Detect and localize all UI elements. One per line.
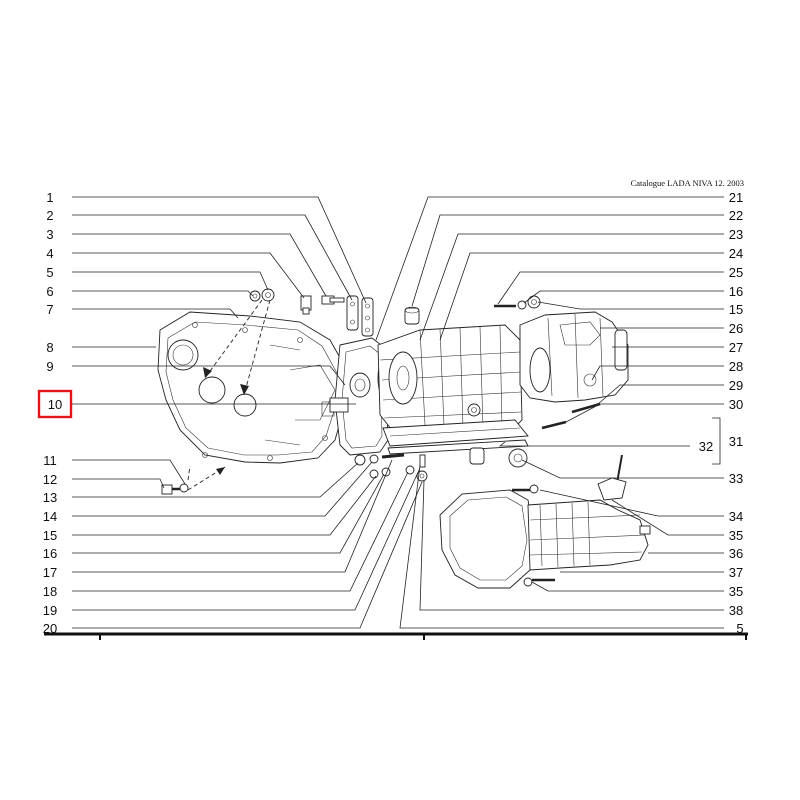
callout-label: 2 — [46, 208, 54, 223]
callout-label: 5 — [46, 265, 54, 280]
plug-drawing — [405, 307, 419, 324]
callout-label: 29 — [728, 378, 744, 393]
callout-label: 3 — [46, 227, 54, 242]
callout-label: 15 — [728, 302, 744, 317]
pin-drawing — [542, 404, 600, 428]
clutch-housing-drawing — [158, 312, 348, 463]
callout-label: 38 — [728, 603, 744, 618]
callout-label: 22 — [728, 208, 744, 223]
catalogue-caption: Catalogue LADA NIVA 12. 2003 — [630, 178, 744, 188]
callout-label: 7 — [46, 302, 54, 317]
callout-label: 21 — [728, 190, 744, 205]
assembled-gearbox-drawing — [440, 455, 650, 588]
callout-label: 26 — [728, 321, 744, 336]
callout-label: 1 — [46, 190, 54, 205]
callout-label: 19 — [42, 603, 58, 618]
callout-label: 14 — [42, 509, 58, 524]
callout-label: 15 — [42, 528, 58, 543]
right-callouts — [699, 190, 744, 636]
callout-label: 13 — [42, 490, 58, 505]
left-callouts — [39, 190, 71, 636]
callout-label: 24 — [728, 246, 744, 261]
rear-extension-drawing — [520, 312, 628, 402]
callout-label: 16 — [728, 284, 744, 299]
bottom-rule — [44, 634, 748, 640]
callout-label: 32 — [698, 439, 714, 454]
callout-label: 33 — [728, 471, 744, 486]
callout-label: 37 — [728, 565, 744, 580]
gearbox-case-drawing — [378, 325, 528, 454]
callout-label: 9 — [46, 359, 54, 374]
callout-label: 8 — [46, 340, 54, 355]
callout-label: 23 — [728, 227, 744, 242]
callout-label: 16 — [42, 546, 58, 561]
bushing-drawing — [470, 448, 527, 467]
callout-label: 28 — [728, 359, 744, 374]
callout-label: 35 — [728, 584, 744, 599]
callout-label: 25 — [728, 265, 744, 280]
callout-label: 34 — [728, 509, 744, 524]
callout-label: 5 — [736, 621, 744, 636]
callout-label: 17 — [42, 565, 58, 580]
callout-label: 30 — [728, 397, 744, 412]
callout-label: 11 — [43, 453, 57, 468]
callout-label: 35 — [728, 528, 744, 543]
callout-label: 18 — [42, 584, 58, 599]
callout-label: 27 — [728, 340, 744, 355]
callout-label: 4 — [46, 246, 54, 261]
callout-label: 12 — [42, 472, 58, 487]
callout-label: 20 — [42, 621, 58, 636]
callout-label-highlighted: 10 — [47, 397, 63, 412]
callout-label: 36 — [728, 546, 744, 561]
callout-label: 31 — [728, 434, 744, 449]
right-fasteners-drawing — [494, 296, 540, 309]
callout-label: 6 — [46, 284, 54, 299]
